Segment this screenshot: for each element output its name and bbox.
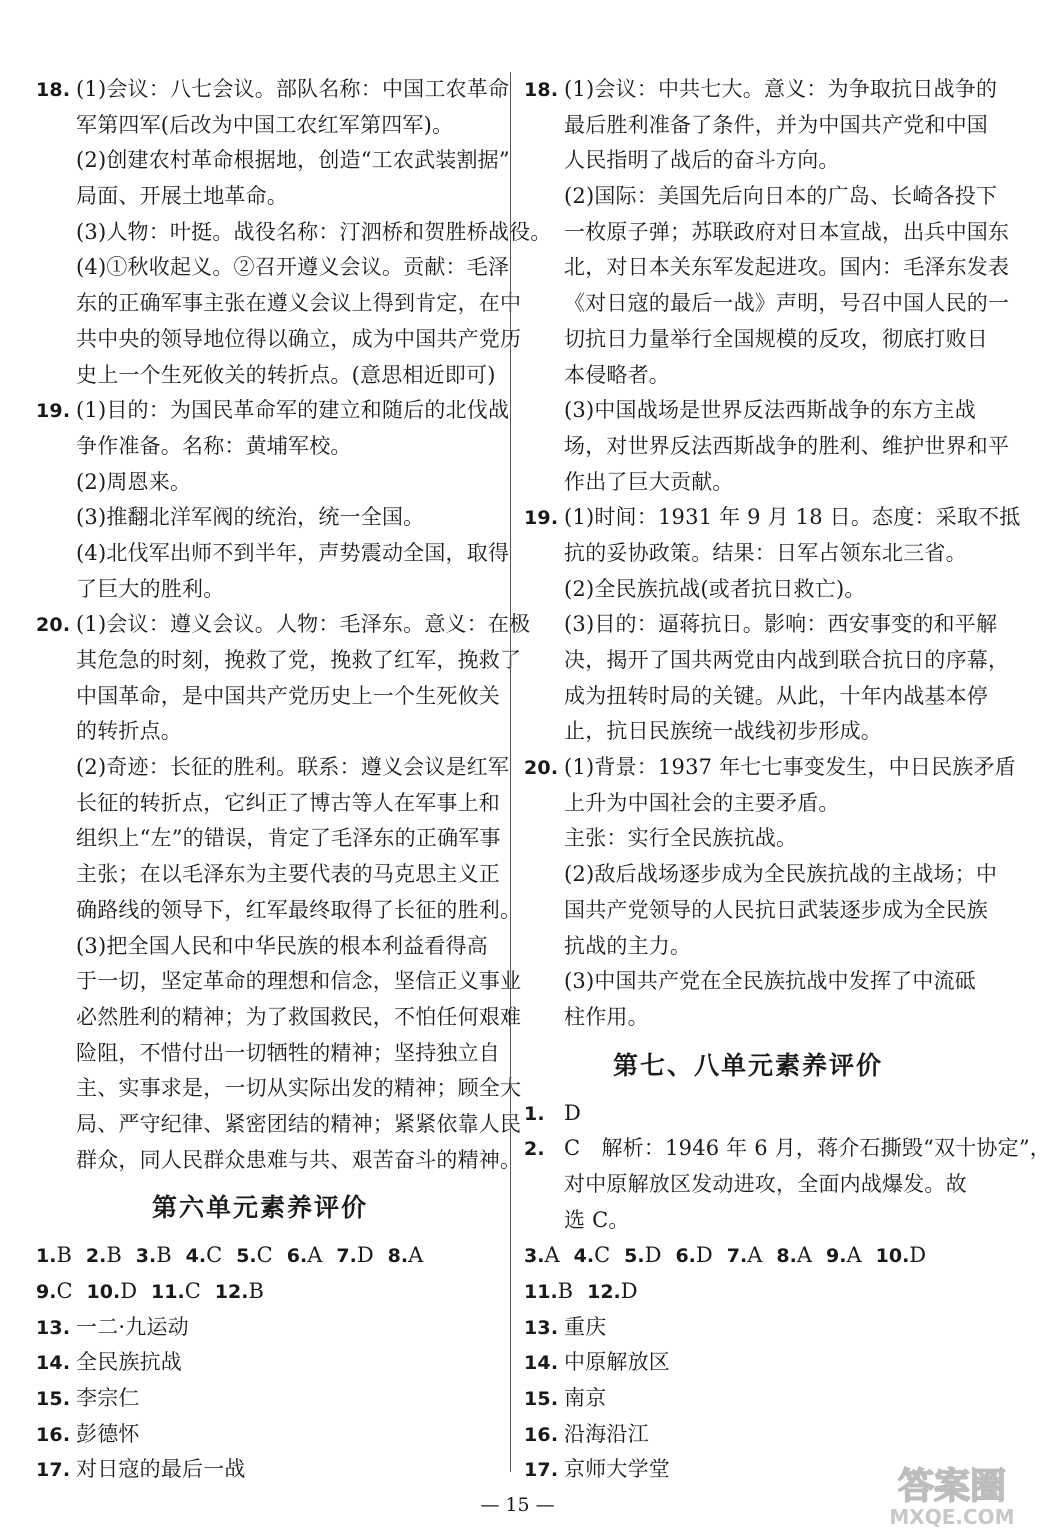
fill-answer: 南京 [564,1386,607,1411]
unit78-title: 第七、八单元素养评价 [612,1050,883,1080]
left-q18-text: (2)创建农村革命根据地，创造“工农武装割据” [76,148,510,173]
right-q18-line [522,250,1010,286]
right-q19-number: 19. [524,507,559,530]
left-q20-line [34,964,522,1000]
unit6-fill-item [34,1452,486,1488]
fill-number: 13. [524,1316,559,1339]
left-q20-line [34,1107,522,1143]
right-q18-text: (1)会议：中共七大。意义：为争取抗日战争的 [564,77,998,101]
mc-answer [287,1238,323,1275]
right-q18-text: (2)国际：美国先后向日本的广岛、长崎各投下 [564,184,998,209]
right-q20-line [522,1000,974,1036]
left-q19-line [34,465,486,501]
left-q19-number: 19. [36,400,71,423]
left-q20-text: 险阻，不惜付出一切牺牲的精神；坚持独立自 [76,1040,500,1065]
fill-number: 16. [524,1423,559,1446]
unit78-q2-line [522,1167,974,1203]
mc-answer [215,1274,264,1311]
mc-answer [524,1274,573,1311]
mc-choice: D [356,1243,374,1268]
right-q18-line [522,72,998,108]
q1-number: 1. [524,1102,545,1125]
fill-answer: 李宗仁 [76,1386,140,1411]
fill-number: 15. [36,1388,71,1411]
mc-answer [524,1238,560,1275]
left-q20-line [34,1071,522,1107]
unit6-fill-item [34,1345,486,1381]
right-q18-line [522,429,1010,465]
right-q18-text: 北，对日本关东军发起进攻。国内：毛泽东发表 [564,255,1010,280]
mc-number: 8. [387,1245,409,1268]
left-q18-number: 18. [36,79,71,101]
left-q20-text: (3)把全国人民和中华民族的根本利益看得高 [76,933,488,958]
mc-answer [624,1238,661,1275]
mc-answer [675,1238,712,1275]
mc-number: 5. [236,1245,257,1268]
mc-choice: A [796,1243,812,1268]
right-q20-text: 主张：实行全民族抗战。 [564,826,798,851]
right-q18-text: 最后胜利准备了条件，并为中国共产党和中国 [564,112,988,137]
right-q20-line [522,929,974,965]
mc-choice: A [408,1243,424,1268]
right-q20-text: 国共产党领导的人民抗日武装逐步成为全民族 [564,897,988,922]
watermark-bottom-text: MXQE.COM [889,1505,1015,1529]
mc-choice: C [184,1279,201,1303]
left-q20-line [34,893,522,929]
left-q20-line [34,1036,500,1072]
left-q20-text: 必然胜利的精神；为了救国救民，不怕任何艰难 [76,1004,522,1029]
mc-number: 3. [524,1245,545,1268]
right-q19-text: 止，抗日民族统一战线初步形成。 [564,719,882,744]
right-q18-text: (3)中国战场是世界反法西斯战争的东方主战 [564,398,976,423]
left-q20-text: 长征的转折点，它纠正了博古等人在军事上和 [76,790,500,815]
mc-number: 9. [36,1281,57,1303]
watermark-top-text: 答案圈 [897,1466,1007,1507]
right-q18-line [522,393,974,429]
left-q20-text: (1)会议：遵义会议。人物：毛泽东。意义：在极 [76,612,531,637]
right-q18-line [522,322,988,358]
right-q18-text: 一枚原子弹；苏联政府对日本宣战，出兵中国东 [564,219,1010,244]
mc-choice: D [909,1243,927,1268]
fill-number: 13. [36,1316,71,1339]
left-q19-line [34,393,510,429]
right-q20-line [522,893,988,929]
fill-answer: 京师大学堂 [564,1457,670,1482]
left-q18-line [34,72,510,108]
left-q20-text: 确路线的领导下，红军最终取得了长征的胜利。 [76,897,522,922]
mc-answer [388,1238,424,1275]
mc-choice: C [206,1243,223,1268]
left-q18-line [34,286,522,322]
unit6-mc-row [34,1238,486,1274]
left-q18-text: (3)人物：叶挺。战役名称：汀泗桥和贺胜桥战役。 [76,219,552,244]
right-q18-text: 切抗日力量举行全国规模的反攻，彻底打败日 [564,326,988,351]
right-q18-line [522,358,974,394]
unit6-fill-item [34,1381,486,1417]
right-q19-text: 抗的妥协政策。结果：日军占领东北三省。 [564,540,967,565]
mc-choice: D [695,1243,713,1268]
right-q19-line [522,572,974,608]
mc-choice: D [120,1279,138,1303]
unit78-q2-number: 2. [524,1138,545,1161]
right-q18-line [522,465,974,501]
fill-answer: 全民族抗战 [76,1350,182,1375]
left-q19-line [34,536,510,572]
mc-answer [186,1238,223,1275]
fill-number: 14. [524,1352,559,1375]
left-q19-text: 了巨大的胜利。 [76,576,225,601]
mc-number: 7. [726,1245,748,1268]
mc-answer [727,1238,763,1275]
right-q20-text: (1)背景：1937 年七七事变发生，中日民族矛盾 [564,755,1016,780]
mc-choice: C [56,1279,73,1303]
mc-choice: B [106,1243,122,1268]
right-q18-text: 本侵略者。 [564,362,670,387]
right-q18-line [522,215,1010,251]
mc-choice: B [156,1243,172,1268]
watermark-logo [877,1458,1027,1530]
right-q20-text: (2)敌后战场逐步成为全民族抗战的主战场；中 [564,862,998,887]
unit78-fill-item [522,1310,974,1346]
left-q18-text: (4)①秋收起义。②召开遵义会议。贡献：毛泽 [76,255,510,280]
unit78-mc-row [522,1274,974,1310]
mc-answer [574,1238,611,1275]
right-q19-line [522,679,988,715]
unit78-mc-row [522,1238,974,1274]
right-q18-line [522,179,998,215]
mc-choice: A [544,1243,560,1268]
mc-choice: D [620,1279,638,1303]
mc-answer [86,1238,122,1275]
left-q19-text: (2)周恩来。 [76,469,192,494]
right-q20-line [522,786,974,822]
mc-choice: C [594,1243,611,1268]
right-q19-text: (3)目的：逼蒋抗日。影响：西安事变的和平解 [564,612,998,637]
left-q18-text: (1)会议：八七会议。部队名称：中国工农革命 [76,77,510,101]
mc-answer [236,1238,273,1275]
mc-answer [136,1238,172,1275]
left-q20-text: 组织上“左”的错误，肯定了毛泽东的正确军事 [76,826,501,851]
left-q20-line [34,714,486,750]
right-q20-line [522,821,974,857]
mc-choice: A [846,1243,862,1268]
right-q20-text: (3)中国共产党在全民族抗战中发挥了中流砥 [564,969,976,994]
left-q19-line [34,572,486,608]
left-q18-line [34,179,486,215]
unit78-q2-text: 选 C。 [564,1207,630,1232]
right-q18-line [522,143,974,179]
left-q18-line [34,215,552,251]
right-q19-line [522,643,1010,679]
left-q20-text: (2)奇迹：长征的胜利。联系：遵义会议是红军 [76,755,510,780]
left-q20-text: 中国革命，是中国共产党历史上一个生死攸关 [76,683,500,708]
left-q20-line [34,679,500,715]
mc-number: 2. [85,1245,107,1268]
page-number: — 15 — [480,1494,555,1516]
left-q20-line [34,786,500,822]
unit78-fill-item [522,1345,974,1381]
mc-number: 5. [624,1245,645,1268]
mc-number: 1. [36,1245,57,1268]
left-q19-text: (3)推翻北洋军阀的统治，统一全国。 [76,505,425,530]
left-q20-line [34,1000,522,1036]
left-q20-text: 主、实事求是，一切从实际出发的精神；顾全大 [76,1076,522,1101]
left-q18-text: 东的正确军事主张在遵义会议上得到肯定，在中 [76,291,522,316]
fill-answer: 一二·九运动 [76,1314,189,1339]
mc-number: 12. [587,1281,621,1303]
left-q20-line [34,821,501,857]
right-q18-line [522,108,988,144]
left-q20-text: 于一切，坚定革命的理想和信念，坚信正义事业 [76,969,522,994]
mc-choice: B [557,1279,574,1303]
mc-number: 6. [286,1245,308,1268]
right-q20-line [522,750,1016,786]
right-q18-text: 场，对世界反法西斯战争的胜利、维护世界和平 [564,433,1010,458]
fill-number: 15. [524,1388,559,1411]
right-q19-text: 决，揭开了国共两党由内战到联合抗日的序幕， [564,648,1010,672]
mc-choice: D [644,1243,662,1268]
left-q18-line [34,358,496,394]
left-q20-line [34,929,486,965]
mc-answer [826,1238,862,1275]
mc-number: 8. [776,1245,797,1268]
mc-choice: B [248,1279,264,1303]
mc-choice: C [256,1243,273,1268]
unit78-q2-text: C 解析：1946 年 6 月，蒋介石撕毁“双十协定”， [564,1136,1051,1161]
right-q18-line [522,286,1010,322]
unit6-fill-item [34,1310,486,1346]
fill-answer: 对日寇的最后一战 [76,1457,246,1482]
fill-number: 16. [36,1423,71,1446]
mc-answer [36,1274,73,1311]
left-q20-text: 局、严守纪律、紧密团结的精神；紧紧依靠人民 [76,1111,522,1136]
left-q20-number: 20. [36,614,71,637]
mc-number: 6. [675,1245,696,1268]
left-q20-line [34,1143,522,1179]
mc-choice: B [56,1243,72,1268]
left-q18-line [34,143,510,179]
column-divider [510,72,511,1472]
right-q19-line [522,536,974,572]
right-q19-text: (1)时间：1931 年 9 月 18 日。态度：采取不抵 [564,505,1021,530]
left-q18-text: 军第四军(后改为中国工农红军第四军)。 [76,112,454,137]
left-q20-text: 的转折点。 [76,719,182,744]
mc-number: 12. [214,1281,249,1303]
mc-answer [36,1238,72,1275]
left-column [34,72,552,1488]
left-q20-line [34,607,531,643]
fill-answer: 彭德怀 [76,1421,140,1446]
mc-answer [776,1238,812,1275]
unit78-fill-item [522,1381,974,1417]
right-q20-number: 20. [524,757,559,780]
unit78-fill-item [522,1417,974,1453]
right-q18-number: 18. [524,79,559,101]
mc-number: 9. [826,1245,847,1268]
fill-answer: 重庆 [564,1314,607,1339]
left-q18-text: 史上一个生死攸关的转折点。(意思相近即可) [76,362,496,387]
right-q20-text: 上升为中国社会的主要矛盾。 [564,790,840,815]
left-q20-line [34,643,522,679]
unit6-title: 第六单元素养评价 [151,1193,368,1223]
left-q18-line [34,322,522,358]
mc-answer [87,1274,138,1311]
right-q19-line [522,714,974,750]
right-q20-text: 柱作用。 [564,1004,649,1029]
left-q19-text: (1)目的：为国民革命军的建立和随后的北伐战 [76,398,510,423]
right-q18-text: 作出了巨大贡献。 [564,469,734,494]
unit78-q2-text: 对中原解放区发动进攻，全面内战爆发。故 [564,1171,967,1196]
left-q20-line [34,857,500,893]
right-q19-line [522,607,998,643]
left-q19-text: (4)北伐军出师不到半年，声势震动全国，取得 [76,540,510,565]
mc-number: 4. [573,1245,595,1268]
fill-answer: 中原解放区 [564,1350,670,1375]
left-q20-text: 其危急的时刻，挽救了党，挽救了红军，挽救了 [76,648,522,672]
left-q19-text: 争作准备。名称：黄埔军校。 [76,433,352,458]
mc-number: 10. [875,1245,910,1268]
right-q18-text: 《对日寇的最后一战》声明，号召中国人民的一 [564,291,1010,316]
q1-answer: D [564,1100,582,1125]
fill-number: 17. [36,1459,71,1482]
mc-number: 4. [185,1245,207,1268]
right-q19-text: 成为扭转时局的关键。从此，十年内战基本停 [564,683,988,708]
fill-number: 17. [524,1459,559,1482]
left-q18-text: 共中央的领导地位得以确立，成为中国共产党历 [76,326,522,351]
left-q18-text: 局面、开展土地革命。 [76,184,288,209]
mc-answer [876,1238,927,1275]
mc-answer [587,1274,638,1311]
left-q20-line [34,750,510,786]
unit78-q2-line [522,1131,1051,1167]
mc-choice: A [307,1243,323,1268]
unit78-q2-line [522,1203,974,1239]
mc-number: 10. [86,1281,121,1303]
mc-number: 3. [135,1245,157,1268]
left-q18-line [34,108,486,144]
unit6-mc-row [34,1274,486,1310]
right-q19-line [522,500,1021,536]
right-q20-line [522,857,998,893]
left-q18-line [34,250,510,286]
left-q19-line [34,500,486,536]
left-q19-line [34,429,486,465]
mc-number: 7. [336,1245,357,1268]
mc-answer [151,1274,201,1311]
right-q20-text: 抗战的主力。 [564,933,692,958]
mc-number: 11. [151,1281,185,1303]
mc-choice: A [747,1243,763,1268]
fill-answer: 沿海沿江 [564,1421,649,1446]
unit78-q1 [522,1096,974,1132]
fill-number: 14. [36,1352,71,1375]
left-q20-text: 主张；在以毛泽东为主要代表的马克思主义正 [76,862,500,887]
left-q20-text: 群众，同人民群众患难与共、艰苦奋斗的精神。 [76,1147,522,1172]
right-q19-text: (2)全民族抗战(或者抗日救亡)。 [564,576,866,601]
mc-number: 11. [524,1281,558,1303]
unit6-fill-item [34,1417,486,1453]
right-q18-text: 人民指明了战后的奋斗方向。 [564,148,840,173]
right-q20-line [522,964,974,1000]
mc-answer [336,1238,373,1275]
